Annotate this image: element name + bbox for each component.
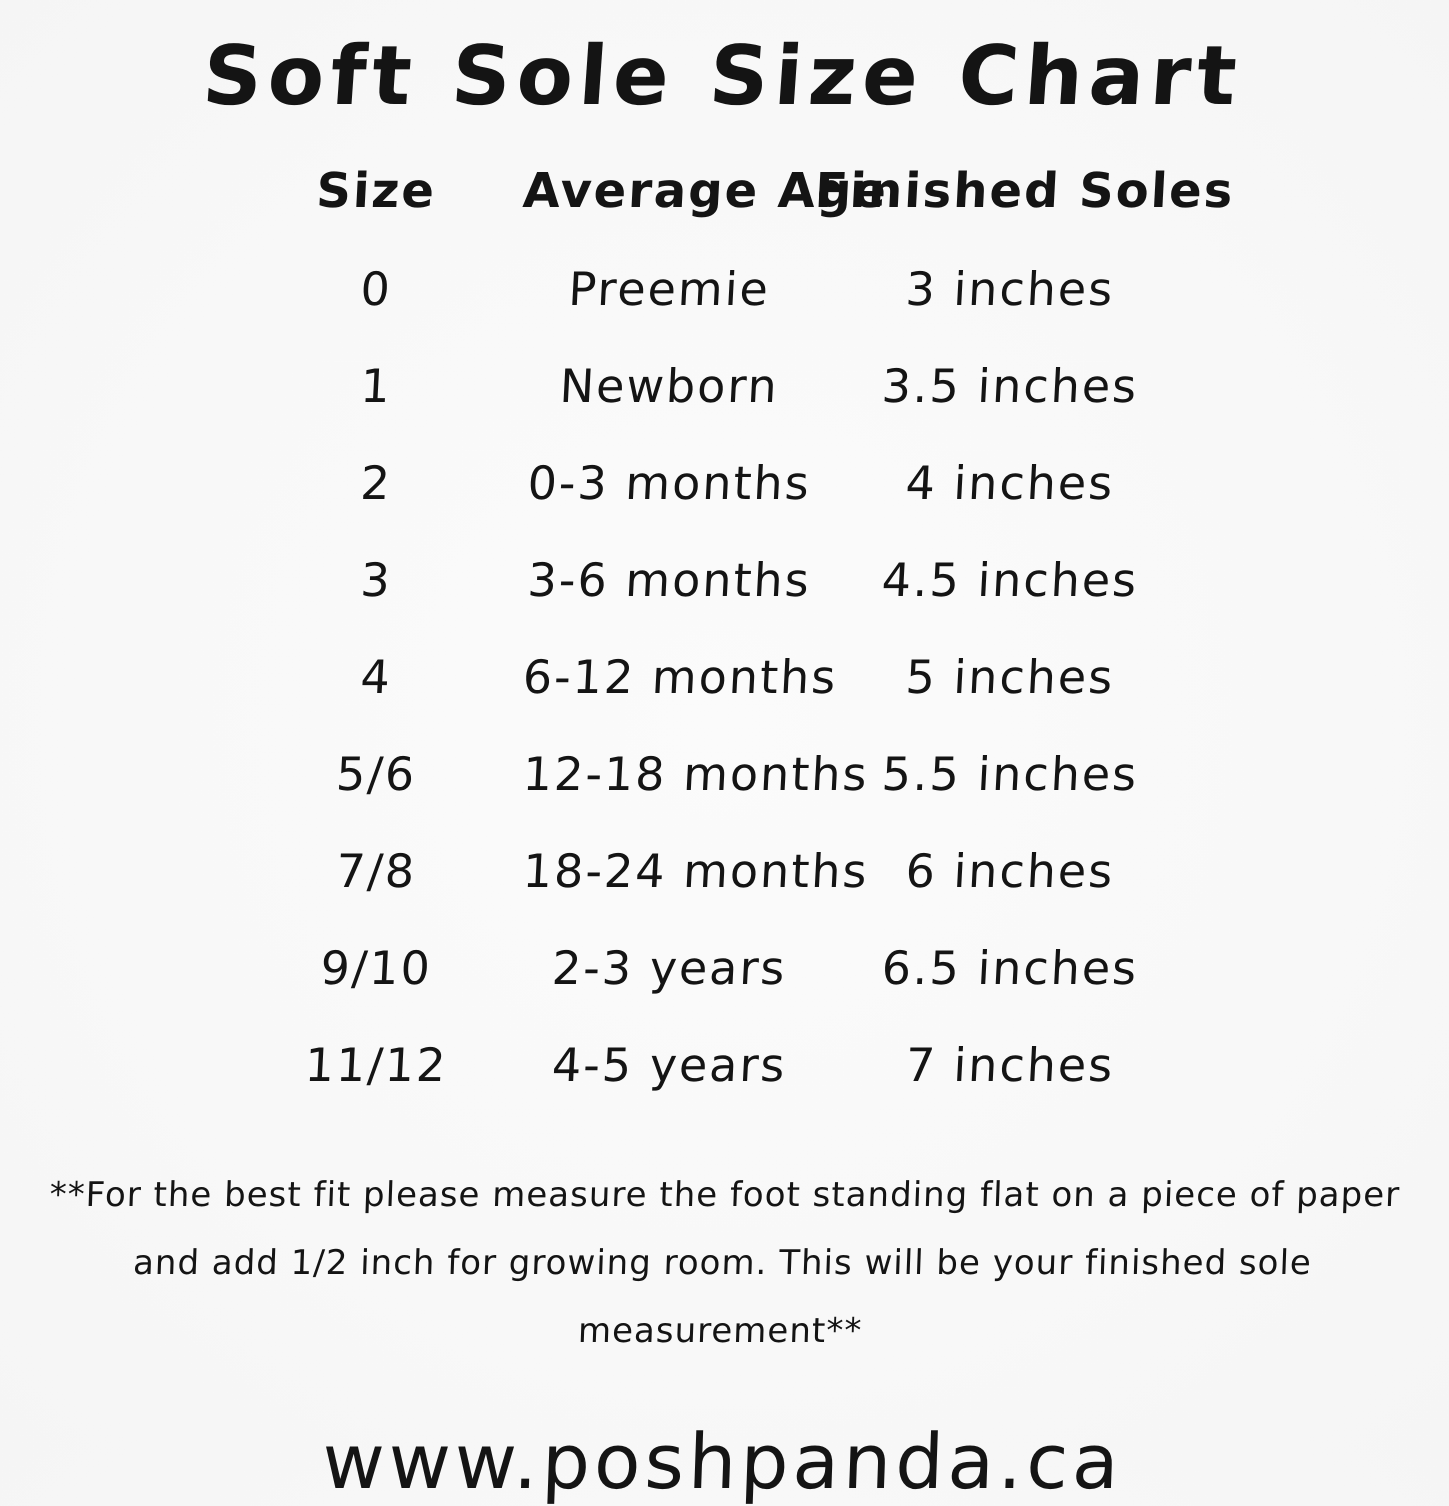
- table-row: [230, 919, 1205, 1016]
- age-value: 3-6 months: [525, 552, 812, 607]
- table-row: [230, 628, 1205, 725]
- size-value: 9/10: [319, 940, 434, 995]
- age-value: 12-18 months: [521, 746, 870, 801]
- table-row: [230, 240, 1205, 337]
- size-value: 4: [359, 649, 394, 704]
- page-title: Soft Sole Size Chart: [199, 29, 1246, 124]
- table-row: [230, 337, 1205, 434]
- sole-value: 3.5 inches: [880, 358, 1140, 413]
- size-value: 3: [359, 552, 394, 607]
- column-header-finished-soles: Finished Soles: [813, 163, 1236, 220]
- size-value: 1: [359, 358, 394, 413]
- website-url: www.poshpanda.ca: [320, 1417, 1125, 1506]
- column-header-size: Size: [315, 163, 438, 220]
- table-row: [230, 1016, 1205, 1113]
- size-value: 7/8: [334, 843, 418, 898]
- sole-value: 4 inches: [904, 455, 1116, 510]
- column-header-average-age: Average Age: [521, 163, 889, 220]
- age-value: Newborn: [557, 358, 780, 413]
- fit-note-line-2: and add 1/2 inch for growing room. This will be your finished sole measurement**: [132, 1243, 1313, 1352]
- sole-value: 5.5 inches: [880, 746, 1140, 801]
- table-row: [230, 822, 1205, 919]
- size-value: 11/12: [303, 1037, 449, 1092]
- age-value: 2-3 years: [550, 940, 788, 995]
- sole-value: 4.5 inches: [880, 552, 1140, 607]
- sole-value: 7 inches: [904, 1037, 1116, 1092]
- table-header-row: [230, 160, 1236, 222]
- table-row: [230, 531, 1205, 628]
- age-value: 4-5 years: [550, 1037, 788, 1092]
- fit-note-line-1: **For the best fit please measure the foot standing flat on a piece of paper: [48, 1175, 1401, 1216]
- table-row: [230, 725, 1205, 822]
- fit-measurement-note: [0, 1161, 1449, 1365]
- size-value: 2: [359, 455, 394, 510]
- table-row: [230, 434, 1205, 531]
- age-value: 18-24 months: [521, 843, 870, 898]
- age-value: Preemie: [566, 261, 771, 316]
- size-value: 0: [359, 261, 394, 316]
- sole-value: 6.5 inches: [880, 940, 1140, 995]
- age-value: 0-3 months: [525, 455, 812, 510]
- size-table: [230, 160, 1236, 1113]
- sole-value: 6 inches: [904, 843, 1116, 898]
- sole-value: 3 inches: [904, 261, 1116, 316]
- size-value: 5/6: [334, 746, 418, 801]
- sole-value: 5 inches: [904, 649, 1116, 704]
- age-value: 6-12 months: [521, 649, 839, 704]
